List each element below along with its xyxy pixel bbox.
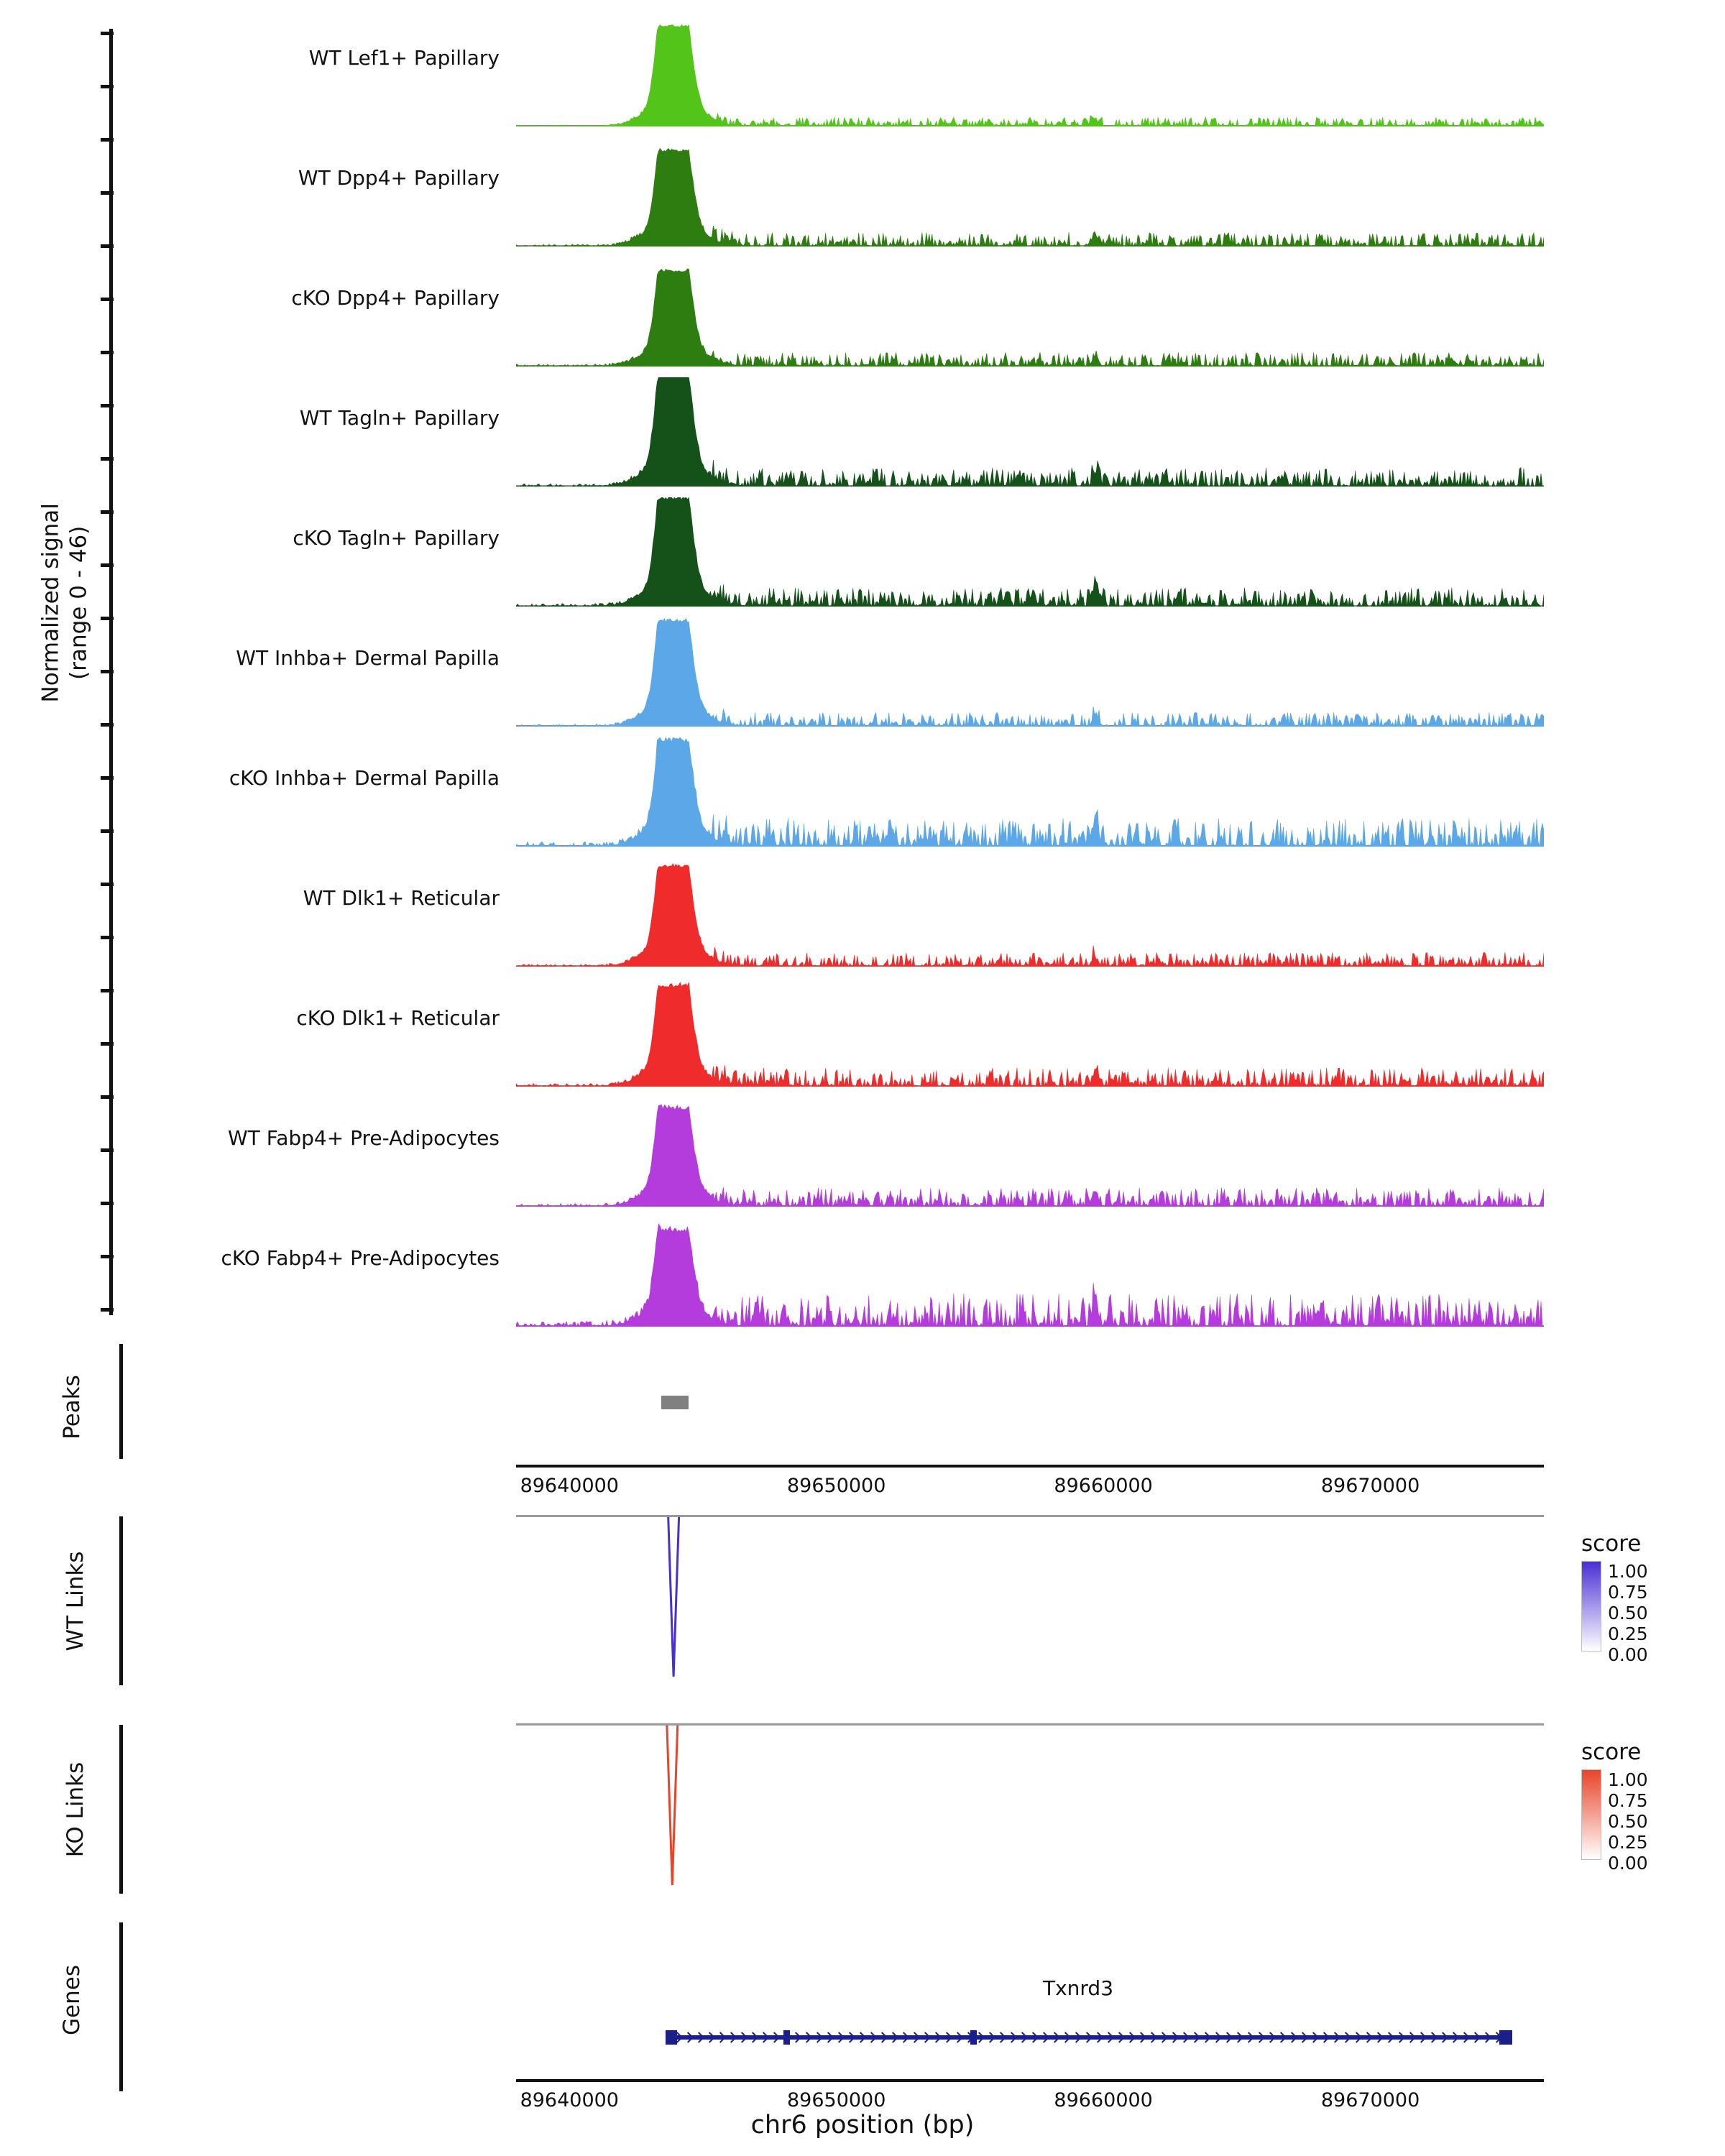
coverage-track xyxy=(0,853,1725,969)
x-tick-label: 89640000 xyxy=(520,2089,619,2111)
wt-links-arcs xyxy=(516,1515,1544,1687)
legend-tick: 0.25 xyxy=(1608,1623,1648,1644)
coverage-track-label: cKO Inhba+ Dermal Papilla xyxy=(229,766,500,790)
coverage-track-label: cKO Dlk1+ Reticular xyxy=(296,1006,500,1030)
coverage-track xyxy=(0,613,1725,729)
coverage-track-label: cKO Tagln+ Papillary xyxy=(293,526,500,550)
peaks-label: Peaks xyxy=(59,1375,85,1439)
wt-links-legend-gradient xyxy=(1581,1561,1601,1651)
peaks-panel xyxy=(0,1337,1725,1497)
coverage-track-plot xyxy=(516,857,1544,967)
y-axis-title-line2: (range 0 - 46) xyxy=(65,525,91,680)
coverage-track-label: WT Lef1+ Papillary xyxy=(308,46,500,70)
peaks-x-axis xyxy=(516,1465,1544,1468)
link-arc xyxy=(668,1517,679,1677)
x-tick-label: 89650000 xyxy=(786,1475,886,1497)
peaks-axis-line xyxy=(119,1344,123,1459)
ko-links-arcs xyxy=(516,1723,1544,1896)
legend-tick: 0.75 xyxy=(1608,1790,1648,1811)
legend-tick: 0.50 xyxy=(1608,1603,1648,1623)
legend-tick: 0.75 xyxy=(1608,1582,1648,1603)
x-tick-label: 89650000 xyxy=(786,2089,886,2111)
x-tick-label: 89660000 xyxy=(1054,2089,1153,2111)
legend-tick: 0.00 xyxy=(1608,1853,1648,1874)
x-axis-title: chr6 position (bp) xyxy=(750,2111,975,2139)
coverage-track-label: WT Dlk1+ Reticular xyxy=(303,886,500,910)
coverage-area xyxy=(516,977,1544,1087)
coverage-area xyxy=(516,857,1544,967)
coverage-track-plot xyxy=(516,737,1544,847)
coverage-track xyxy=(0,1213,1725,1330)
coverage-track-plot xyxy=(516,617,1544,727)
x-tick-label: 89670000 xyxy=(1320,1475,1420,1497)
coverage-area xyxy=(516,1217,1544,1327)
coverage-track xyxy=(0,1093,1725,1210)
genes-panel xyxy=(0,1915,1725,2156)
coverage-track xyxy=(0,373,1725,489)
ko-links-legend xyxy=(1581,1739,1648,1874)
legend-tick: 0.00 xyxy=(1608,1644,1648,1665)
coverage-track xyxy=(0,13,1725,129)
ko-links-axis-line xyxy=(119,1725,123,1894)
ko-links-legend-ticks xyxy=(1608,1769,1648,1874)
coverage-track-label: cKO Fabp4+ Pre-Adipocytes xyxy=(221,1246,500,1270)
coverage-track-plot xyxy=(516,17,1544,126)
coverage-track-label: WT Tagln+ Papillary xyxy=(299,406,500,430)
peak-region xyxy=(661,1396,688,1409)
ko-links-panel xyxy=(0,1718,1725,1901)
legend-tick: 1.00 xyxy=(1608,1561,1648,1582)
gene-name-label: Txnrd3 xyxy=(1042,1976,1114,2000)
coverage-area xyxy=(516,17,1544,126)
genes-x-axis xyxy=(516,2079,1544,2082)
coverage-area xyxy=(516,137,1544,247)
coverage-track xyxy=(0,733,1725,849)
wt-links-legend-title: score xyxy=(1581,1531,1642,1557)
coverage-track xyxy=(0,133,1725,249)
coverage-track-label: WT Fabp4+ Pre-Adipocytes xyxy=(228,1126,500,1150)
wt-links-legend xyxy=(1581,1531,1648,1665)
genes-axis-line xyxy=(119,1922,123,2091)
coverage-track xyxy=(0,253,1725,369)
coverage-track xyxy=(0,973,1725,1089)
coverage-area xyxy=(516,1097,1544,1207)
legend-tick: 0.25 xyxy=(1608,1832,1648,1853)
coverage-track xyxy=(0,493,1725,609)
legend-tick: 0.50 xyxy=(1608,1811,1648,1832)
x-tick-label: 89640000 xyxy=(520,1475,619,1497)
coverage-area xyxy=(516,377,1544,487)
wt-links-panel xyxy=(0,1509,1725,1692)
x-tick-label: 89670000 xyxy=(1320,2089,1420,2111)
coverage-track-plot xyxy=(516,257,1544,367)
coverage-area xyxy=(516,737,1544,847)
coverage-track-label: WT Inhba+ Dermal Papilla xyxy=(236,646,500,670)
coverage-area xyxy=(516,497,1544,607)
coverage-track-plot xyxy=(516,137,1544,247)
y-axis-title-line1: Normalized signal xyxy=(37,503,64,703)
wt-links-legend-ticks xyxy=(1608,1561,1648,1665)
wt-links-axis-line xyxy=(119,1516,123,1685)
ko-links-plot xyxy=(516,1723,1544,1896)
ko-links-legend-gradient xyxy=(1581,1769,1601,1860)
coverage-track-label: cKO Dpp4+ Papillary xyxy=(291,286,500,310)
link-arc xyxy=(667,1726,678,1885)
gene-model xyxy=(516,2030,1544,2052)
genes-label: Genes xyxy=(59,1965,85,2035)
wt-links-label: WT Links xyxy=(63,1551,88,1651)
ko-links-legend-title: score xyxy=(1581,1739,1642,1765)
coverage-track-label: WT Dpp4+ Papillary xyxy=(298,166,500,190)
coverage-area xyxy=(516,257,1544,367)
coverage-track-plot xyxy=(516,377,1544,487)
gene-strand-arrows xyxy=(516,2030,1544,2052)
coverage-track-plot xyxy=(516,497,1544,607)
coverage-track-plot xyxy=(516,1097,1544,1207)
wt-links-plot xyxy=(516,1515,1544,1687)
ko-links-label: KO Links xyxy=(63,1761,88,1858)
coverage-area xyxy=(516,617,1544,727)
legend-tick: 1.00 xyxy=(1608,1769,1648,1790)
coverage-track-plot xyxy=(516,1217,1544,1327)
coverage-track-plot xyxy=(516,977,1544,1087)
x-tick-label: 89660000 xyxy=(1054,1475,1153,1497)
